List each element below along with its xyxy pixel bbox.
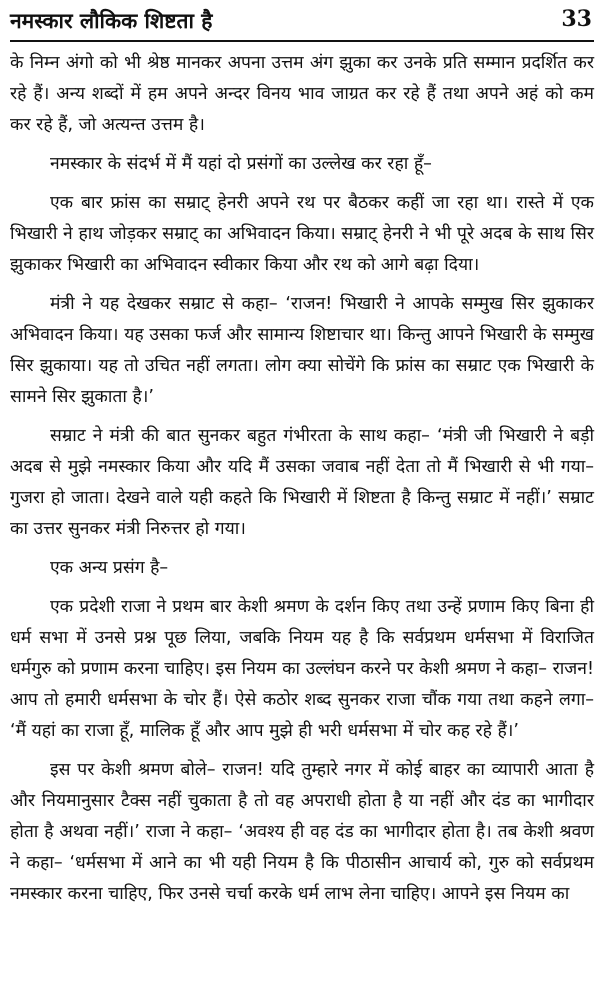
chapter-title: नमस्कार लौकिक शिष्टता है [10,9,213,33]
paragraph-story-one: एक बार फ्रांस का सम्राट् हेनरी अपने रथ पर बैठकर कहीं जा रहा था। रास्ते में एक भिखारी ने हाथ जोड़कर सम्राट् का अभिवादन किया। सम्राट् हेनरी ने भी पूरे अदब के साथ सिर झुकाकर भिखारी का अभिवादन स्वीकार किया और रथ को आगे बढ़ा दिया। [10,193,594,275]
paragraph-intro: नमस्कार के संदर्भ में मैं यहां दो प्रसंगों का उल्लेख कर रहा हूँ– [50,154,432,174]
running-header [10,0,594,42]
paragraph-story-two: एक प्रदेशी राजा ने प्रथम बार केशी श्रमण के दर्शन किए तथा उन्हें प्रणाम किए बिना ही धर्म सभा में उनसे प्रश्न पूछ लिया, जबकि नियम यह है कि सर्वप्रथम धर्मसभा में विराजित धर्मगुरु को प्रणाम करना चाहिए। इस नियम का उल्लंघन करने पर केशी श्रमण ने कहा– राजन! आप तो हमारी धर्मसभा के चोर हैं। ऐसे कठोर शब्द सुनकर राजा चौंक गया तथा कहने लगा– ‘मैं यहां का राजा हूँ, मालिक हूँ और आप मुझे ही भरी धर्मसभा में चोर कह रहे हैं।’ [10,597,594,741]
page-number: 33 [561,6,592,32]
paragraph-another-story: एक अन्य प्रसंग है– [50,558,169,578]
paragraph-continuation: के निम्न अंगो को भी श्रेष्ठ मानकर अपना उत्तम अंग झुका कर उनके प्रति सम्मान प्रदर्शित कर रहे हैं। अन्य शब्दों में हम अपने अन्दर विनय भाव जाग्रत कर रहे हैं तथा अपने अहं को कम कर रहे हैं, जो अत्यन्त उत्तम है। [10,53,594,135]
paragraph-minister-speech: मंत्री ने यह देखकर सम्राट से कहा– ‘राजन! भिखारी ने आपके सम्मुख सिर झुकाकर अभिवादन किया। यह उसका फर्ज और सामान्य शिष्टाचार था। किन्तु आपने भिखारी के सम्मुख सिर झुकाया। यह तो उचित नहीं लगता। लोग क्या सोचेंगे कि फ्रांस का सम्राट एक भिखारी के सामने सिर झुकाता है।’ [10,294,594,407]
paragraph-keshi-reply: इस पर केशी श्रमण बोले– राजन! यदि तुम्हारे नगर में कोई बाहर का व्यापारी आता है और नियमानुसार टैक्स नहीं चुकाता है तो वह अपराधी होता है या नहीं और दंड का भागीदार होता है अथवा नहीं।’ राजा ने कहा– ‘अवश्य ही वह दंड का भागीदार होता है। तब केशी श्रवण ने कहा– ‘धर्मसभा में आने का भी यही नियम है कि पीठासीन आचार्य को, गुरु को सर्वप्रथम नमस्कार करना चाहिए, फिर उनसे चर्चा करके धर्म लाभ लेना चाहिए। आपने इस नियम का [10,760,594,904]
paragraph-emperor-reply: सम्राट ने मंत्री की बात सुनकर बहुत गंभीरता के साथ कहा– ‘मंत्री जी भिखारी ने बड़ी अदब से मुझे नमस्कार किया और यदि मैं उसका जवाब नहीं देता तो मैं भिखारी से भी गया– गुजरा हो जाता। देखने वाले यही कहते कि भिखारी में शिष्टता है किन्तु सम्राट में नहीं।’ सम्राट का उत्तर सुनकर मंत्री निरुत्तर हो गया। [10,426,594,539]
book-page [10,0,594,1004]
page-body [10,42,594,910]
